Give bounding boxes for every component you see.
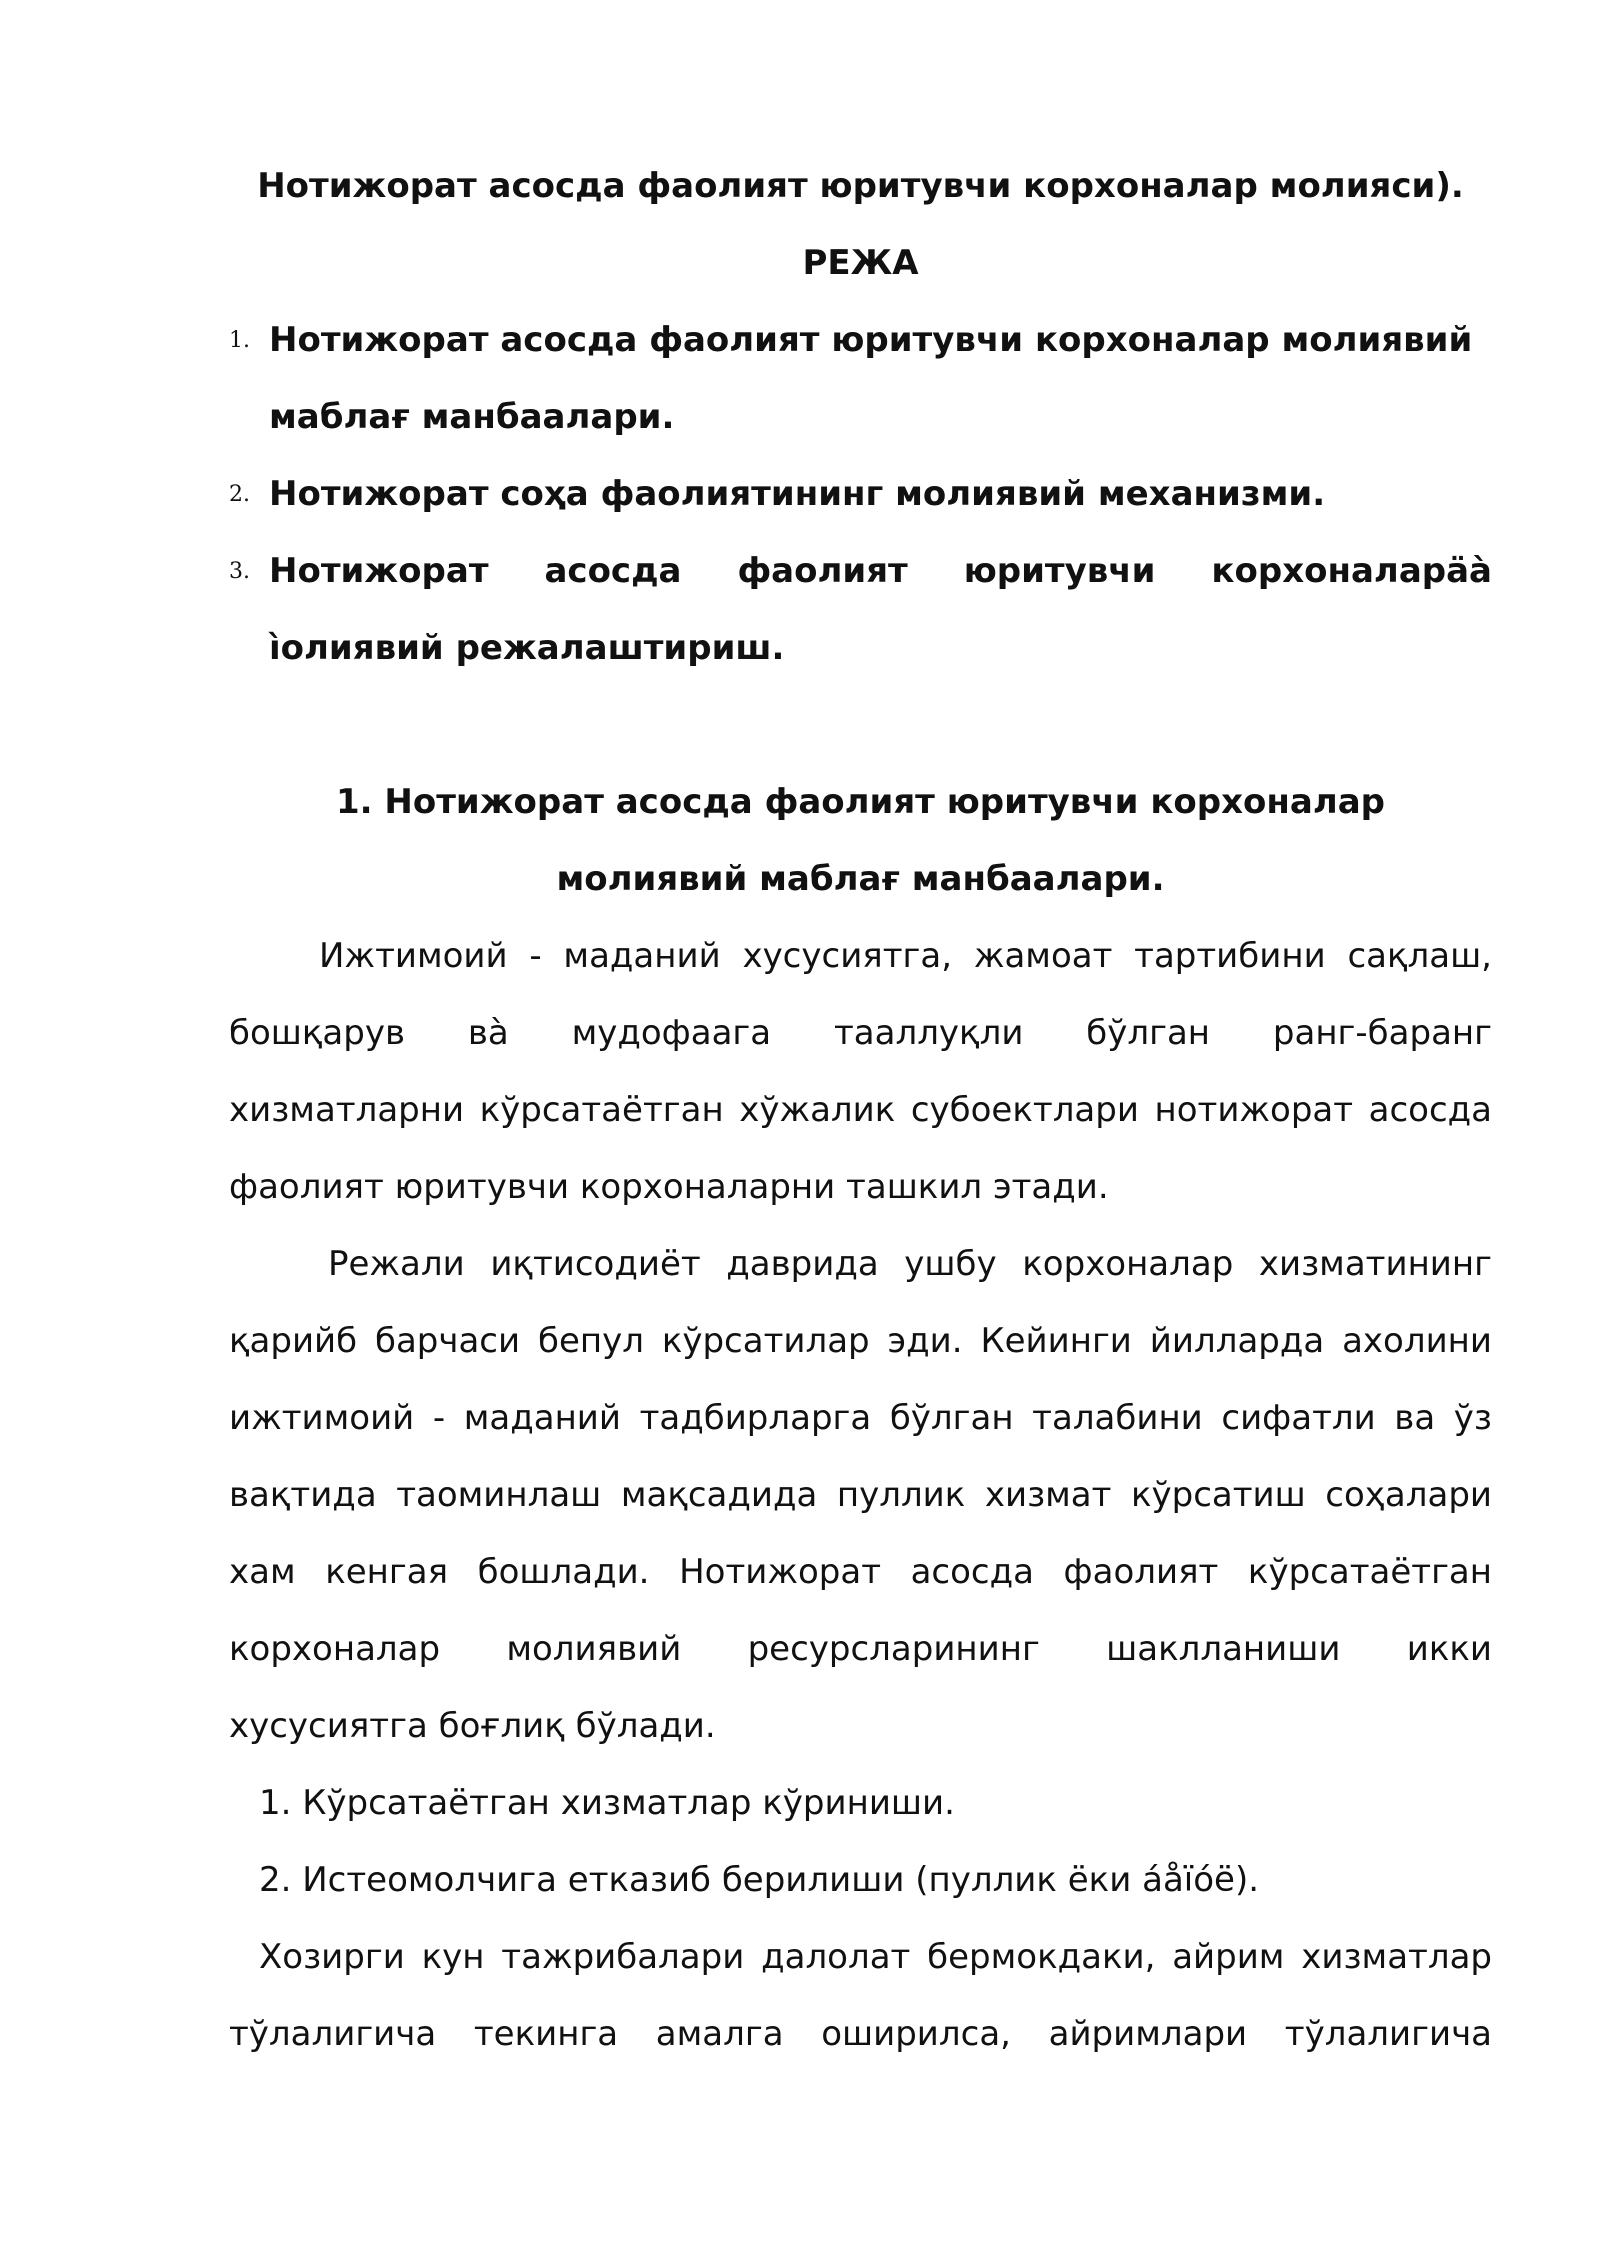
paragraph-line: қарийб барчаси бепул кўрсатилар эди. Кейинги йилларда ахолини xyxy=(229,1321,1492,1361)
paragraph-line: корхоналар молиявий ресурсларининг шаклланиши икки xyxy=(229,1629,1492,1669)
plan-item-1-continuation: маблағ манбаалари. xyxy=(269,397,675,437)
paragraph-line: Хозирги кун тажрибалари далолат бермокдаки, айрим хизматлар xyxy=(259,1937,1492,1977)
plan-heading: РЕЖА xyxy=(802,243,919,283)
plan-item-1 xyxy=(229,302,1492,379)
plan-item-text: Нотижорат соҳа фаолиятининг молиявий механизми. xyxy=(269,474,1326,514)
paragraph-line: хам кенгая бошлади. Нотижорат асосда фаолият кўрсатаётган xyxy=(229,1552,1492,1592)
paragraph-2 xyxy=(229,1226,1492,1765)
plan-item-3 xyxy=(229,533,1492,610)
paragraph-line: вақтида таоминлаш мақсадида пуллик хизмат кўрсатиш соҳалари xyxy=(229,1475,1492,1515)
plan-item-number: 3. xyxy=(229,559,250,584)
paragraph-line: Ижтимоий - маданий хусусиятга, жамоат тартибини сақлаш, xyxy=(319,936,1492,976)
plan-item-text: Нотижорат асосда фаолият юритувчи корхоналар молиявий xyxy=(269,320,1473,360)
plan-list xyxy=(229,302,1492,687)
numbered-list xyxy=(229,1765,1492,1919)
document-title: Нотижорат асосда фаолият юритувчи корхоналар молияси). xyxy=(257,166,1464,206)
section-heading-line-2: молиявий маблағ манбаалари. xyxy=(556,859,1165,899)
paragraph-line: бошқарув вà мудофаага тааллуқли бўлган ранг-баранг xyxy=(229,1013,1492,1053)
paragraph-1 xyxy=(229,918,1492,1226)
section-heading-line-1: 1. Нотижорат асосда фаолият юритувчи корхоналар xyxy=(335,782,1386,822)
paragraph-line: ижтимоий - маданий тадбирларга бўлган талабини сифатли ва ўз xyxy=(229,1398,1492,1438)
paragraph-3 xyxy=(229,1919,1492,2073)
document-body xyxy=(229,148,1492,2073)
plan-item-3-continuation: ìолиявий режалаштириш. xyxy=(269,628,785,668)
plan-item-2 xyxy=(229,456,1492,533)
plan-item-number: 1. xyxy=(229,328,250,353)
list-item: 1. Кўрсатаётган хизматлар кўриниши. xyxy=(259,1783,955,1823)
spacer xyxy=(229,687,1492,764)
paragraph-line: тўлалигича текинга амалга оширилса, айримлари тўлалигича xyxy=(229,2014,1492,2054)
paragraph-line: хусусиятга боғлиқ бўлади. xyxy=(229,1706,716,1746)
paragraph-line: Режали иқтисодиёт даврида ушбу корхоналар хизматининг xyxy=(328,1244,1492,1284)
plan-item-number: 2. xyxy=(229,482,250,507)
plan-item-text: Нотижорат асосда фаолият юритувчи корхоналарäà xyxy=(269,551,1492,591)
paragraph-line: хизматларни кўрсатаётган хўжалик субоектлари нотижорат асосда xyxy=(229,1090,1492,1130)
paragraph-line: фаолият юритувчи корхоналарни ташкил этади. xyxy=(229,1167,1109,1207)
list-item: 2. Истеомолчига етказиб берилиши (пуллик ёки áåïóë). xyxy=(259,1860,1260,1900)
